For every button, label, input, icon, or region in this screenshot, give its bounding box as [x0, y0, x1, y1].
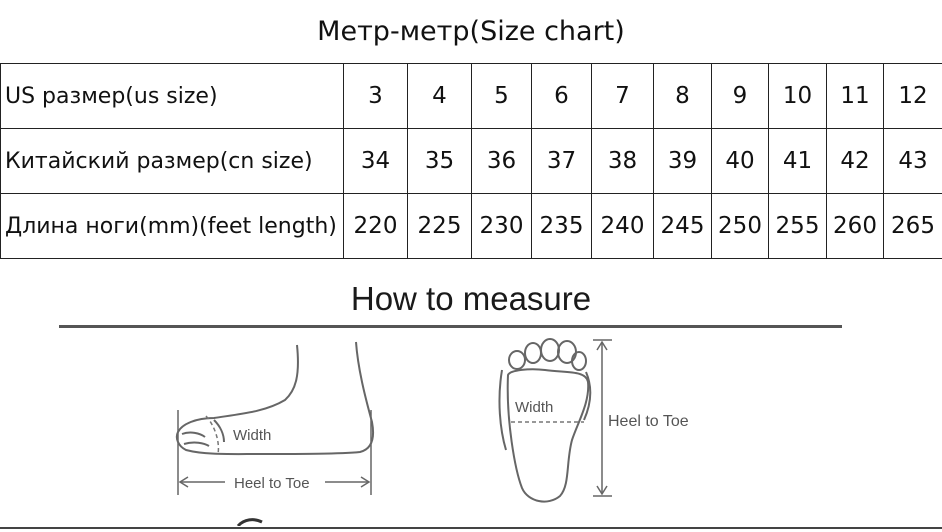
side-width-label: Width [233, 427, 272, 444]
table-cell: 38 [592, 129, 654, 194]
table-row [1, 194, 942, 259]
table-cell: 235 [532, 194, 592, 259]
size-chart-table [0, 63, 942, 259]
table-cell: 220 [344, 194, 408, 259]
table-cell: 35 [408, 129, 472, 194]
table-cell: 11 [827, 64, 884, 129]
how-to-measure-heading: How to measure [350, 280, 592, 317]
table-cell: 255 [769, 194, 827, 259]
table-row [1, 129, 942, 194]
table-cell: 5 [472, 64, 532, 129]
table-cell: 42 [827, 129, 884, 194]
row-label: Китайский размер(cn size) [1, 129, 344, 194]
table-cell: 225 [408, 194, 472, 259]
table-cell: 9 [712, 64, 769, 129]
table-cell: 3 [344, 64, 408, 129]
sole-width-label: Width [515, 399, 554, 416]
chart-title: Метр-метр(Size chart) [317, 15, 625, 47]
table-cell: 260 [827, 194, 884, 259]
row-label: Длина ноги(mm)(feet length) [1, 194, 344, 259]
table-cell: 4 [408, 64, 472, 129]
row-label: US размер(us size) [1, 64, 344, 129]
table-cell: 8 [654, 64, 712, 129]
table-cell: 41 [769, 129, 827, 194]
table-cell: 265 [884, 194, 942, 259]
measure-illustration [0, 330, 942, 526]
table-row [1, 64, 942, 129]
bottom-divider [0, 527, 942, 529]
table-cell: 250 [712, 194, 769, 259]
table-cell: 7 [592, 64, 654, 129]
table-cell: 10 [769, 64, 827, 129]
side-foot-icon [177, 342, 373, 454]
table-cell: 37 [532, 129, 592, 194]
table-cell: 40 [712, 129, 769, 194]
table-cell: 240 [592, 194, 654, 259]
cropped-illustration-fragment [238, 520, 262, 526]
table-cell: 230 [472, 194, 532, 259]
table-cell: 36 [472, 129, 532, 194]
sole-length-label: Heel to Toe [608, 413, 689, 430]
side-length-label: Heel to Toe [234, 475, 310, 492]
table-cell: 34 [344, 129, 408, 194]
table-cell: 12 [884, 64, 942, 129]
table-cell: 6 [532, 64, 592, 129]
heading-underline [59, 325, 842, 328]
sole-foot-icon [499, 339, 590, 502]
table-cell: 245 [654, 194, 712, 259]
table-cell: 39 [654, 129, 712, 194]
table-cell: 43 [884, 129, 942, 194]
